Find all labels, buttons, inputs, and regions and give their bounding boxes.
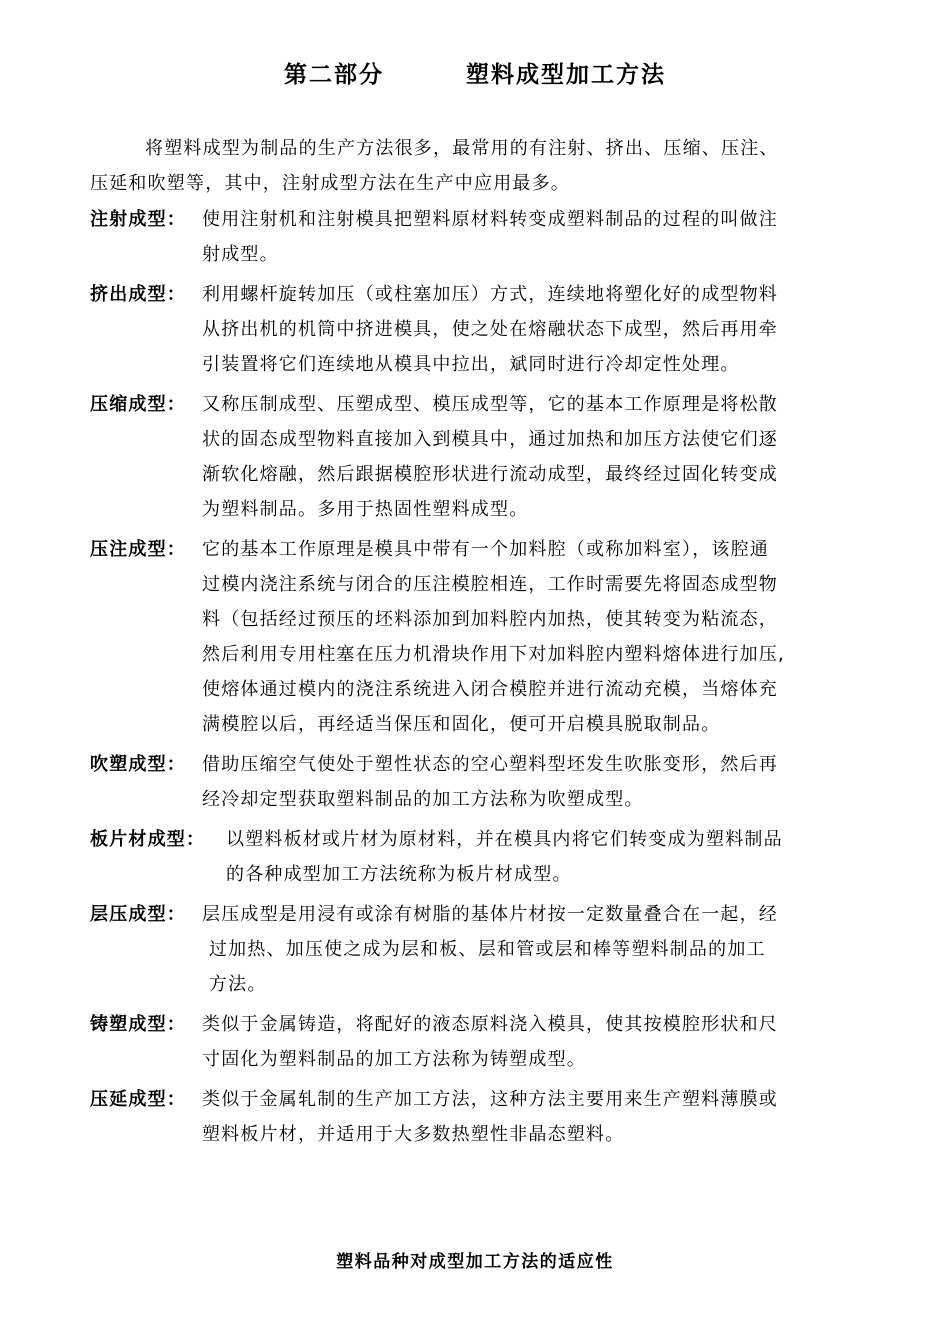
- description-line: 满模腔以后，再经适当保压和固化，便可开启模具脱取制品。: [202, 714, 721, 735]
- method-term: 铸塑成型：: [90, 1014, 186, 1035]
- method-description: [90, 277, 890, 382]
- description-line: 塑料板片材，并适用于大多数热塑性非晶态塑料。: [202, 1124, 625, 1145]
- method-term: 吹塑成型：: [90, 754, 186, 775]
- description-line: 层压成型是用浸有或涂有树脂的基体片材按一定数量叠合在一起，经: [202, 904, 778, 925]
- method-term: 层压成型：: [90, 904, 186, 925]
- description-line: 渐软化熔融，然后跟据模腔形状进行流动成型，最终经过固化转变成: [202, 464, 778, 485]
- method-description: [90, 1082, 890, 1152]
- intro-paragraph: [90, 131, 875, 201]
- intro-line-1: 将塑料成型为制品的生产方法很多，最常用的有注射、挤出、压缩、压注、: [145, 138, 779, 159]
- method-term: 板片材成型：: [90, 829, 206, 850]
- method-entry: [90, 532, 890, 742]
- description-line: 使用注射机和注射模具把塑料原材料转变成塑料制品的过程的叫做注: [202, 209, 778, 230]
- method-term: 压缩成型：: [90, 394, 186, 415]
- description-line: 利用螺杆旋转加压（或柱塞加压）方式，连续地将塑化好的成型物料: [202, 284, 778, 305]
- description-line: 以塑料板材或片材为原材料，并在模具内将它们转变成为塑料制品: [226, 829, 783, 850]
- description-line: 为塑料制品。多用于热固性塑料成型。: [202, 499, 529, 520]
- method-entry: [90, 387, 890, 527]
- method-term: 压注成型：: [90, 539, 186, 560]
- description-line: 又称压制成型、压塑成型、模压成型等，它的基本工作原理是将松散: [202, 394, 778, 415]
- description-line: 从挤出机的机筒中挤进模具，使之处在熔融状态下成型，然后再用牵: [202, 319, 778, 340]
- method-description: [90, 202, 890, 272]
- method-entry: [90, 822, 890, 892]
- description-line: 引装置将它们连续地从模具中拉出，斌同时进行冷却定性处理。: [202, 354, 740, 375]
- intro-line-2: 压延和吹塑等，其中，注射成型方法在生产中应用最多。: [90, 173, 570, 194]
- title-part: 第二部分: [284, 62, 384, 88]
- description-line: 过模内浇注系统与闭合的压注模腔相连，工作时需要先将固态成型物: [202, 574, 778, 595]
- section-heading: 塑料品种对成型加工方法的适应性: [336, 1252, 614, 1272]
- method-entry: [90, 277, 890, 382]
- method-entry: [90, 202, 890, 272]
- title-name: 塑料成型加工方法: [466, 62, 666, 88]
- description-line: 过加热、加压使之成为层和板、层和管或层和棒等塑料制品的加工: [202, 939, 766, 960]
- method-description: [90, 897, 890, 1002]
- description-line: 经冷却定型获取塑料制品的加工方法称为吹塑成型。: [202, 789, 644, 810]
- description-line: 寸固化为塑料制品的加工方法称为铸塑成型。: [202, 1049, 586, 1070]
- description-line: 它的基本工作原理是模具中带有一个加料腔（或称加料室），该腔通: [202, 539, 769, 560]
- method-entry: [90, 1082, 890, 1152]
- description-line: 类似于金属轧制的生产加工方法，这种方法主要用来生产塑料薄膜或: [202, 1089, 778, 1110]
- description-line: 状的固态成型物料直接加入到模具中，通过加热和加压方法使它们逐: [202, 429, 778, 450]
- method-description: [90, 822, 890, 892]
- description-line: 方法。: [202, 974, 267, 995]
- method-entry: [90, 1007, 890, 1077]
- method-term: 压延成型：: [90, 1089, 186, 1110]
- method-entry: [90, 747, 890, 817]
- method-description: [90, 1007, 890, 1077]
- method-description: [90, 532, 890, 742]
- method-description: [90, 387, 890, 527]
- description-line: 然后利用专用柱塞在压力机滑块作用下对加料腔内塑料熔体进行加压,: [202, 644, 785, 665]
- method-entry: [90, 897, 890, 1002]
- description-line: 使熔体通过模内的浇注系统进入闭合模腔并进行流动充模，当熔体充: [202, 679, 778, 700]
- method-list: [90, 202, 890, 1157]
- description-line: 料（包括经过预压的坯料添加到加料腔内加热，使其转变为粘流态，: [202, 609, 778, 630]
- method-term: 挤出成型：: [90, 284, 186, 305]
- description-line: 的各种成型加工方法统称为板片材成型。: [226, 864, 572, 885]
- method-description: [90, 747, 890, 817]
- description-line: 射成型。: [202, 244, 279, 265]
- description-line: 类似于金属铸造，将配好的液态原料浇入模具，使其按模腔形状和尺: [202, 1014, 778, 1035]
- description-line: 借助压缩空气使处于塑性状态的空心塑料型坯发生吹胀变形，然后再: [202, 754, 778, 775]
- page-title: [0, 58, 950, 92]
- method-term: 注射成型：: [90, 209, 186, 230]
